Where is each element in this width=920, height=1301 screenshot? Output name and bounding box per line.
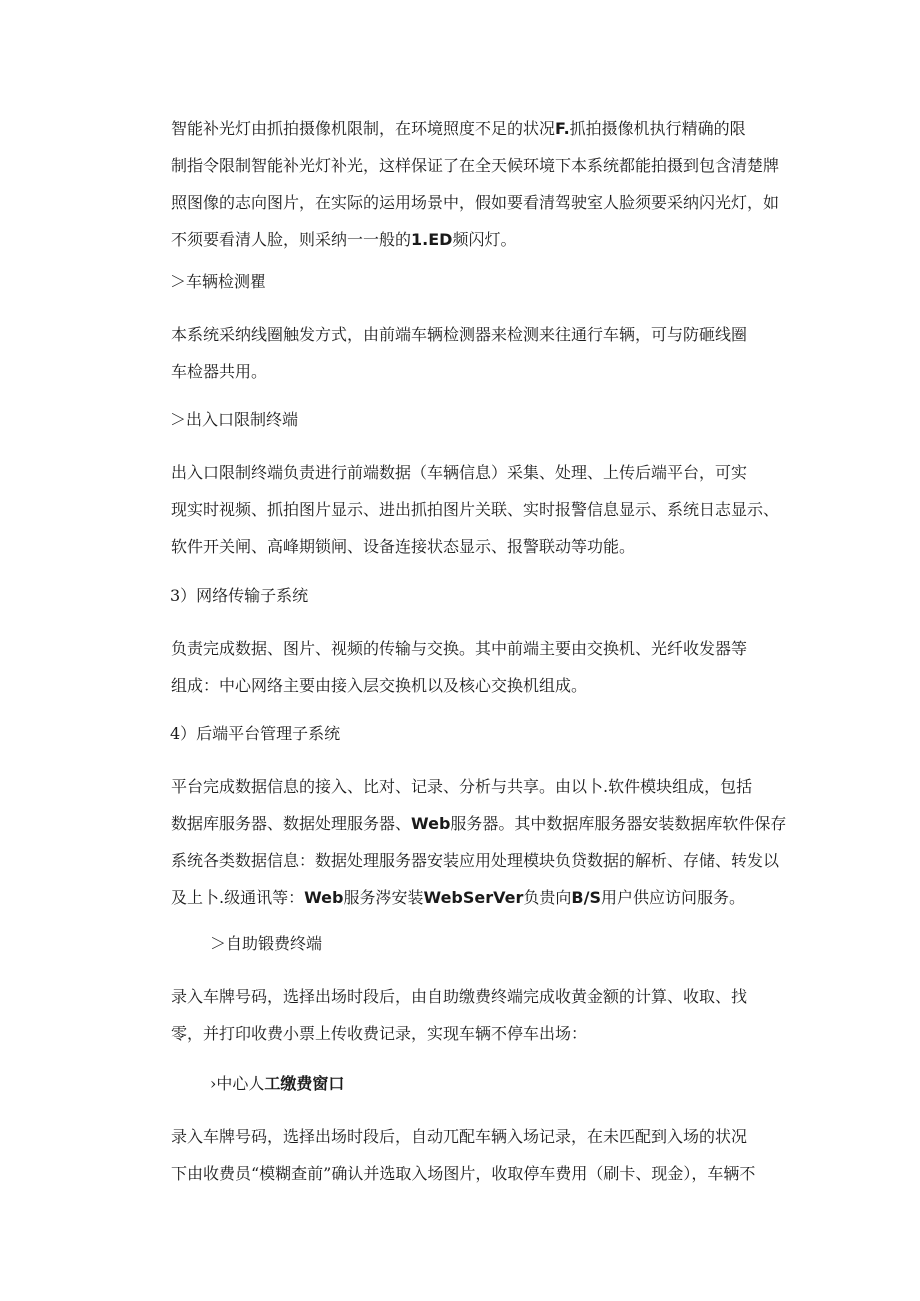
text-line: 录入车牌号码，选择出场时段后，自动兀配车辆入场记录，在未匹配到入场的状况 <box>171 1127 748 1146</box>
heading-vehicle-detector: ＞车辆检测瞿 <box>170 272 267 291</box>
paragraph-self-payment-terminal <box>136 978 786 1052</box>
heading-backend-subsystem: 4）后端平台管理子系统 <box>170 724 341 743</box>
text-line: 不须要看清人脸，则采纳一一般的1.ED频闪灯。 <box>171 230 517 249</box>
text-line: 软件开关闸、高峰期锁闸、设备连接状态显示、报警联动等功能。 <box>171 537 636 556</box>
text-line: 照图像的志向图片，在实际的运用场景中，假如要看清驾驶室人脸须要采纳闪光灯，如 <box>171 193 780 212</box>
heading-entrance-terminal: ＞出入口限制终端 <box>170 410 299 429</box>
text-line: 零，并打印收费小票上传收费记录，实现车辆不停车出场： <box>171 1024 588 1043</box>
paragraph-fill-light <box>136 110 786 258</box>
text-line: 及上卜.级通讯等：Web服务涔安装WebSerVer负贵向B/S用户供应访问服务。 <box>171 888 745 907</box>
text-line: 出入口限制终端负责进行前端数据（车辆信息）采集、处理、上传后端平台，可实 <box>171 463 748 482</box>
paragraph-network-subsystem <box>136 630 786 704</box>
heading-manual-payment-window: ›中心人工缴费窗口 <box>210 1074 345 1093</box>
text-line: 负责完成数据、图片、视频的传输与交换。其中前端主要由交换机、光纤收发器等 <box>171 639 748 658</box>
text-line: 智能补光灯由抓拍摄像机限制，在环境照度不足的状况F.抓拍摄像机执行精确的限 <box>171 119 746 138</box>
paragraph-manual-payment-window <box>136 1118 786 1192</box>
text-line: 车检器共用。 <box>171 362 268 381</box>
paragraph-entrance-terminal <box>136 454 786 565</box>
text-line: 录入车牌号码，选择出场时段后，由自助缴费终端完成收黄金额的计算、收取、找 <box>171 987 748 1006</box>
text-line: 平台完成数据信息的接入、比对、记录、分析与共享。由以卜.软件模块组成，包括 <box>171 777 753 796</box>
text-line: 组成：中心网络主要由接入层交换机以及核心交换机组成。 <box>171 676 588 695</box>
text-line: 现实时视频、抓拍图片显示、进出抓拍图片关联、实时报警信息显示、系统日志显示、 <box>171 500 780 519</box>
text-line: 数据库服务器、数据处理服务器、Web服务器。其中数据库服务器安装数据库软件保存 <box>171 814 787 833</box>
heading-network-subsystem: 3）网络传输子系统 <box>170 586 309 605</box>
text-line: 制指令限制智能补光灯补光，这样保证了在全天候环境下本系统都能拍摄到包含清楚牌 <box>171 156 780 175</box>
paragraph-backend-subsystem <box>136 768 786 916</box>
paragraph-vehicle-detector <box>136 316 786 390</box>
text-line: 下由收费员“模糊查前”确认并选取入场图片，收取停车费用（刷卡、现金），车辆不 <box>171 1164 756 1183</box>
text-line: 系统各类数据信息：数据处理服务器安装应用处理模块负贷数据的解析、存储、转发以 <box>171 851 780 870</box>
heading-self-payment-terminal: ＞自助锻费终端 <box>210 934 323 953</box>
text-line: 本系统采纳线圈触发方式，由前端车辆检测器来检测来往通行车辆，可与防砸线圈 <box>171 325 748 344</box>
